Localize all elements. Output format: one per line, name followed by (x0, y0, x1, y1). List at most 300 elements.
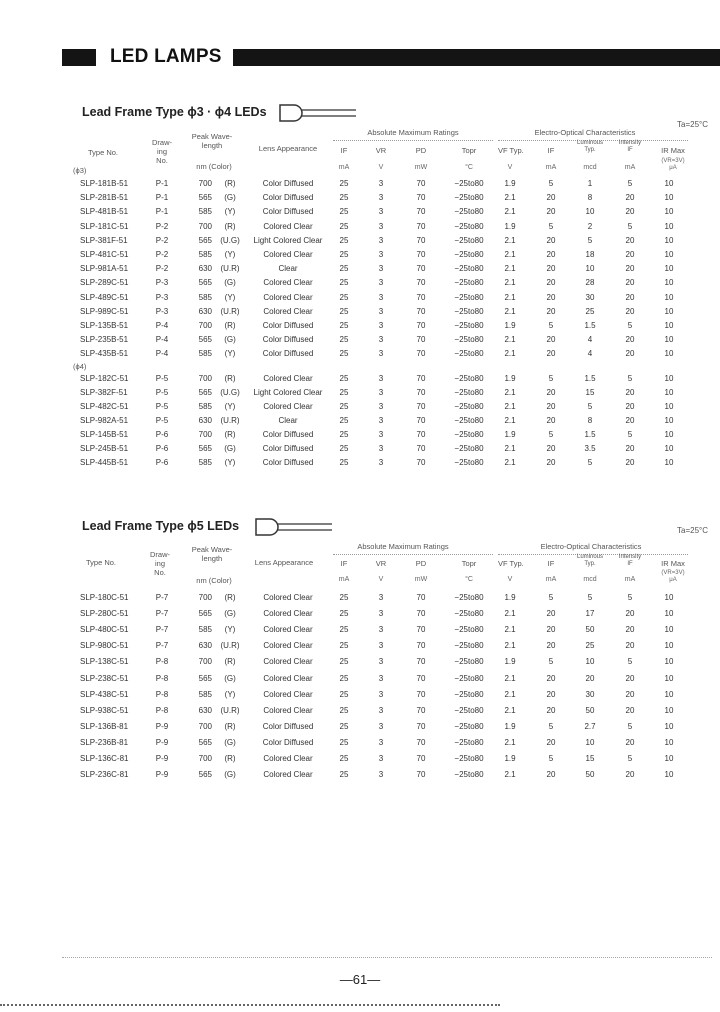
cell-vr-max: 3 (378, 402, 384, 411)
cell-color: (Y) (224, 250, 236, 259)
table-row (0, 754, 720, 767)
cell-lens-appearance: Colored Clear (263, 278, 313, 288)
cell-drawing-no: P-5 (155, 402, 169, 411)
cell-type-no: SLP-445B-51 (80, 458, 129, 467)
cell-lens-appearance: Colored Clear (263, 402, 313, 411)
cell-vf-typ: 1.9 (504, 657, 516, 667)
cell-peak-wavelength: 700 (198, 321, 212, 330)
cell-vf-typ: 2.1 (504, 737, 516, 747)
cell-topr: −25to80 (454, 349, 484, 359)
cell-lens-appearance: Color Diffused (262, 207, 314, 217)
cell-pd-max: 70 (416, 444, 426, 453)
cell-topr: −25to80 (454, 705, 484, 715)
cell-color: (R) (224, 430, 236, 439)
cell-lens-appearance: Colored Clear (263, 609, 313, 619)
cell-color: (U.R) (220, 705, 240, 715)
cell-luminous-typ: 4 (587, 335, 593, 345)
table-row (0, 609, 720, 622)
table-row (0, 625, 720, 638)
cell-pd-max: 70 (416, 458, 426, 467)
ambient-temp: Ta=25°C (677, 120, 708, 129)
cell-pd-max: 70 (416, 737, 426, 747)
cell-peak-wavelength: 565 (198, 770, 212, 780)
cell-ir-max: 10 (664, 430, 674, 439)
cell-pd-max: 70 (416, 770, 426, 780)
cell-type-no: SLP-182C-51 (80, 374, 129, 383)
cell-color: (Y) (224, 349, 236, 359)
cell-drawing-no: P-3 (155, 306, 169, 316)
cell-vf-typ: 1.9 (504, 221, 516, 231)
cell-type-no: SLP-482C-51 (80, 402, 129, 411)
title-bar-left (62, 49, 96, 66)
cell-ir-max: 10 (664, 770, 674, 780)
cell-if-cond: 5 (548, 754, 554, 763)
cell-luminous-typ: 5 (587, 593, 593, 602)
table-row (0, 193, 720, 206)
cell-topr: −25to80 (454, 321, 484, 330)
cell-luminous-typ: 2.7 (584, 721, 596, 731)
cell-if-cond: 5 (548, 593, 554, 602)
cell-vr-max: 3 (378, 388, 384, 397)
cell-vf-typ: 2.1 (504, 641, 516, 651)
cell-topr: −25to80 (454, 625, 484, 635)
cell-drawing-no: P-4 (155, 321, 169, 330)
page-number: —61— (339, 972, 381, 987)
header-if: IF (340, 559, 348, 568)
header-drawing: Draw- ing No. (150, 550, 170, 577)
cell-if-max: 25 (339, 721, 349, 731)
cell-type-no: SLP-136C-81 (80, 754, 129, 763)
cell-color: (G) (224, 770, 236, 780)
cell-drawing-no: P-7 (155, 641, 169, 651)
cell-type-no: SLP-281B-51 (80, 193, 129, 203)
cell-intensity-if: 20 (625, 388, 635, 397)
cell-drawing-no: P-7 (155, 593, 169, 602)
cell-ir-max: 10 (664, 250, 674, 259)
header-abs-max: Absolute Maximum Ratings (367, 128, 459, 137)
cell-color: (Y) (224, 625, 236, 635)
cell-luminous-typ: 18 (585, 250, 595, 259)
cell-vf-typ: 2.1 (504, 207, 516, 217)
cell-drawing-no: P-6 (155, 458, 169, 467)
cell-if-max: 25 (339, 374, 349, 383)
cell-peak-wavelength: 630 (198, 264, 212, 274)
header-eo: Electro-Optical Characteristics (540, 542, 642, 551)
cell-topr: −25to80 (454, 292, 484, 302)
cell-vf-typ: 2.1 (504, 388, 516, 397)
unit-ir: (VR=3V) μA (661, 570, 685, 583)
cell-pd-max: 70 (416, 754, 426, 763)
cell-pd-max: 70 (416, 278, 426, 288)
cell-if-cond: 20 (546, 264, 556, 274)
cell-peak-wavelength: 700 (198, 657, 212, 667)
cell-vr-max: 3 (378, 737, 384, 747)
cell-lens-appearance: Clear (278, 264, 298, 274)
cell-luminous-typ: 50 (585, 705, 595, 715)
cell-peak-wavelength: 585 (198, 250, 212, 259)
cell-if-max: 25 (339, 705, 349, 715)
cell-color: (G) (224, 444, 236, 453)
cell-intensity-if: 5 (627, 374, 633, 383)
cell-if-cond: 20 (546, 625, 556, 635)
cell-vr-max: 3 (378, 292, 384, 302)
table-row (0, 293, 720, 306)
cell-type-no: SLP-382F-51 (80, 388, 128, 397)
header-ir: IR Max (661, 146, 685, 155)
cell-drawing-no: P-5 (155, 388, 169, 397)
cell-lens-appearance: Color Diffused (262, 179, 314, 188)
cell-lens-appearance: Color Diffused (262, 430, 314, 439)
cell-pd-max: 70 (416, 641, 426, 651)
cell-color: (G) (224, 737, 236, 747)
cell-pd-max: 70 (416, 388, 426, 397)
cell-ir-max: 10 (664, 349, 674, 359)
header-vf: VF Typ. (498, 559, 524, 568)
cell-vr-max: 3 (378, 705, 384, 715)
cell-drawing-no: P-3 (155, 292, 169, 302)
cell-if-cond: 20 (546, 207, 556, 217)
cell-type-no: SLP-489C-51 (80, 292, 129, 302)
cell-ir-max: 10 (664, 374, 674, 383)
cell-if-cond: 20 (546, 416, 556, 425)
cell-drawing-no: P-2 (155, 250, 169, 259)
table-row (0, 388, 720, 401)
group-label: (ϕ3) (73, 166, 87, 175)
cell-color: (R) (224, 179, 236, 188)
cell-type-no: SLP-982A-51 (80, 416, 129, 425)
cell-vr-max: 3 (378, 689, 384, 699)
cell-topr: −25to80 (454, 335, 484, 345)
cell-topr: −25to80 (454, 444, 484, 453)
cell-type-no: SLP-181B-51 (80, 179, 129, 188)
cell-topr: −25to80 (454, 657, 484, 667)
cell-peak-wavelength: 585 (198, 689, 212, 699)
cell-luminous-typ: 20 (585, 673, 595, 683)
cell-pd-max: 70 (416, 250, 426, 259)
cell-luminous-typ: 1.5 (584, 430, 596, 439)
cell-lens-appearance: Colored Clear (263, 689, 313, 699)
header-lens: Lens Appearance (254, 558, 314, 567)
cell-peak-wavelength: 700 (198, 593, 212, 602)
header-lens: Lens Appearance (258, 144, 318, 153)
cell-vr-max: 3 (378, 641, 384, 651)
cell-color: (U.G) (220, 388, 240, 397)
cell-drawing-no: P-9 (155, 754, 169, 763)
cell-lens-appearance: Colored Clear (263, 306, 313, 316)
cell-vf-typ: 1.9 (504, 430, 516, 439)
cell-vr-max: 3 (378, 458, 384, 467)
cell-intensity-if: 20 (625, 306, 635, 316)
cell-vr-max: 3 (378, 349, 384, 359)
cell-if-max: 25 (339, 264, 349, 274)
cell-drawing-no: P-8 (155, 689, 169, 699)
cell-pd-max: 70 (416, 207, 426, 217)
cell-topr: −25to80 (454, 737, 484, 747)
cell-vr-max: 3 (378, 374, 384, 383)
cell-pd-max: 70 (416, 721, 426, 731)
table-row (0, 738, 720, 751)
cell-ir-max: 10 (664, 193, 674, 203)
cell-topr: −25to80 (454, 609, 484, 619)
unit-topr: °C (465, 164, 473, 171)
cell-ir-max: 10 (664, 593, 674, 602)
cell-drawing-no: P-4 (155, 349, 169, 359)
cell-if-cond: 20 (546, 402, 556, 411)
cell-vf-typ: 2.1 (504, 335, 516, 345)
cell-vf-typ: 2.1 (504, 250, 516, 259)
cell-lens-appearance: Colored Clear (263, 657, 313, 667)
table-row (0, 430, 720, 443)
cell-if-max: 25 (339, 609, 349, 619)
cell-lens-appearance: Colored Clear (263, 374, 313, 383)
cell-pd-max: 70 (416, 193, 426, 203)
cell-vr-max: 3 (378, 673, 384, 683)
cell-pd-max: 70 (416, 335, 426, 345)
unit-int: mA (624, 164, 636, 171)
cell-peak-wavelength: 630 (198, 705, 212, 715)
cell-vr-max: 3 (378, 721, 384, 731)
unit-if-cond: mA (545, 164, 557, 171)
cell-luminous-typ: 8 (587, 416, 593, 425)
cell-vr-max: 3 (378, 444, 384, 453)
table-row (0, 236, 720, 249)
cell-type-no: SLP-438C-51 (80, 689, 129, 699)
cell-intensity-if: 20 (625, 349, 635, 359)
cell-luminous-typ: 10 (585, 264, 595, 274)
cell-type-no: SLP-980C-51 (80, 641, 129, 651)
cell-vr-max: 3 (378, 770, 384, 780)
cell-if-max: 25 (339, 193, 349, 203)
cell-luminous-typ: 1.5 (584, 321, 596, 330)
section-title: Lead Frame Type ϕ5 LEDs (82, 519, 240, 533)
cell-drawing-no: P-3 (155, 278, 169, 288)
cell-intensity-if: 20 (625, 770, 635, 780)
cell-vf-typ: 2.1 (504, 264, 516, 274)
cell-drawing-no: P-8 (155, 673, 169, 683)
cell-pd-max: 70 (416, 306, 426, 316)
cell-if-cond: 20 (546, 292, 556, 302)
cell-ir-max: 10 (664, 721, 674, 731)
cell-vf-typ: 2.1 (504, 402, 516, 411)
table-row (0, 657, 720, 670)
cell-if-cond: 5 (548, 721, 554, 731)
cell-if-max: 25 (339, 625, 349, 635)
cell-intensity-if: 5 (627, 321, 633, 330)
page-title: LED LAMPS (110, 46, 222, 67)
cell-intensity-if: 20 (625, 335, 635, 345)
cell-if-max: 25 (339, 179, 349, 188)
cell-drawing-no: P-1 (155, 207, 169, 217)
cell-if-max: 25 (339, 349, 349, 359)
cell-luminous-typ: 15 (585, 754, 595, 763)
cell-intensity-if: 5 (627, 657, 633, 667)
cell-vr-max: 3 (378, 754, 384, 763)
cell-vr-max: 3 (378, 221, 384, 231)
cell-topr: −25to80 (454, 430, 484, 439)
cell-intensity-if: 20 (625, 193, 635, 203)
unit-if: mA (338, 164, 350, 171)
cell-if-max: 25 (339, 321, 349, 330)
cell-pd-max: 70 (416, 179, 426, 188)
cell-peak-wavelength: 565 (198, 388, 212, 397)
header-intensity: Intensity IF (618, 554, 642, 567)
cell-intensity-if: 5 (627, 221, 633, 231)
cell-type-no: SLP-236B-81 (80, 737, 129, 747)
table-row (0, 264, 720, 277)
header-type-no: Type No. (86, 558, 117, 567)
cell-drawing-no: P-8 (155, 705, 169, 715)
cell-luminous-typ: 5 (587, 235, 593, 245)
cell-if-max: 25 (339, 444, 349, 453)
cell-intensity-if: 5 (627, 754, 633, 763)
cell-pd-max: 70 (416, 349, 426, 359)
table-row (0, 222, 720, 235)
cell-topr: −25to80 (454, 235, 484, 245)
unit-vr: V (378, 164, 384, 171)
unit-if-cond: mA (545, 576, 557, 583)
header-vf: VF Typ. (498, 146, 524, 155)
cell-pd-max: 70 (416, 609, 426, 619)
cell-peak-wavelength: 700 (198, 179, 212, 188)
cell-color: (R) (224, 221, 236, 231)
cell-topr: −25to80 (454, 264, 484, 274)
cell-vf-typ: 2.1 (504, 609, 516, 619)
cell-vr-max: 3 (378, 264, 384, 274)
cell-if-cond: 20 (546, 335, 556, 345)
cell-peak-wavelength: 565 (198, 444, 212, 453)
unit-lum: mcd (583, 576, 597, 583)
cell-ir-max: 10 (664, 657, 674, 667)
cell-if-cond: 20 (546, 705, 556, 715)
cell-intensity-if: 5 (627, 179, 633, 188)
cell-type-no: SLP-145B-51 (80, 430, 129, 439)
unit-vf: V (507, 164, 513, 171)
cell-intensity-if: 20 (625, 292, 635, 302)
cell-luminous-typ: 2 (587, 221, 593, 231)
cell-luminous-typ: 17 (585, 609, 595, 619)
cell-lens-appearance: Colored Clear (263, 641, 313, 651)
cell-type-no: SLP-981A-51 (80, 264, 129, 274)
cell-lens-appearance: Color Diffused (262, 349, 314, 359)
table-row (0, 349, 720, 362)
cell-if-max: 25 (339, 593, 349, 602)
cell-intensity-if: 20 (625, 207, 635, 217)
cell-vf-typ: 1.9 (504, 754, 516, 763)
cell-vf-typ: 2.1 (504, 458, 516, 467)
table-row (0, 674, 720, 687)
cell-luminous-typ: 4 (587, 349, 593, 359)
cell-ir-max: 10 (664, 641, 674, 651)
cell-if-cond: 20 (546, 235, 556, 245)
table-row (0, 374, 720, 387)
cell-if-max: 25 (339, 235, 349, 245)
cell-color: (U.R) (220, 264, 240, 274)
cell-topr: −25to80 (454, 250, 484, 259)
cell-type-no: SLP-236C-81 (80, 770, 129, 780)
cell-drawing-no: P-8 (155, 657, 169, 667)
cell-intensity-if: 20 (625, 458, 635, 467)
cell-type-no: SLP-481C-51 (80, 250, 129, 259)
cell-ir-max: 10 (664, 235, 674, 245)
cell-vf-typ: 1.9 (504, 593, 516, 602)
cell-peak-wavelength: 585 (198, 625, 212, 635)
header-abs-max: Absolute Maximum Ratings (357, 542, 449, 551)
cell-vf-typ: 2.1 (504, 193, 516, 203)
cell-if-max: 25 (339, 221, 349, 231)
cell-vf-typ: 2.1 (504, 673, 516, 683)
cell-color: (G) (224, 673, 236, 683)
cell-if-cond: 20 (546, 458, 556, 467)
table-row (0, 416, 720, 429)
cell-if-max: 25 (339, 335, 349, 345)
cell-luminous-typ: 30 (585, 292, 595, 302)
header-peak: Peak Wave- length (191, 545, 233, 563)
cell-ir-max: 10 (664, 264, 674, 274)
cell-if-cond: 20 (546, 689, 556, 699)
cell-lens-appearance: Colored Clear (263, 292, 313, 302)
cell-vr-max: 3 (378, 235, 384, 245)
cell-intensity-if: 20 (625, 264, 635, 274)
cell-color: (U.R) (220, 641, 240, 651)
header-ir: IR Max (661, 559, 685, 568)
cell-lens-appearance: Color Diffused (262, 721, 314, 731)
cell-if-max: 25 (339, 416, 349, 425)
cell-lens-appearance: Color Diffused (262, 321, 314, 330)
cell-type-no: SLP-381F-51 (80, 235, 128, 245)
cell-if-cond: 5 (548, 221, 554, 231)
cell-if-cond: 20 (546, 388, 556, 397)
header-vr: VR (375, 146, 387, 155)
cell-luminous-typ: 10 (585, 737, 595, 747)
table-row (0, 207, 720, 220)
cell-ir-max: 10 (664, 179, 674, 188)
header-drawing: Draw- ing No. (152, 138, 172, 165)
cell-peak-wavelength: 700 (198, 374, 212, 383)
cell-if-cond: 20 (546, 349, 556, 359)
cell-pd-max: 70 (416, 673, 426, 683)
ambient-temp: Ta=25°C (677, 526, 708, 535)
cell-peak-wavelength: 565 (198, 235, 212, 245)
cell-intensity-if: 20 (625, 416, 635, 425)
cell-ir-max: 10 (664, 609, 674, 619)
cell-topr: −25to80 (454, 689, 484, 699)
cell-lens-appearance: Colored Clear (263, 673, 313, 683)
header-vr: VR (375, 559, 387, 568)
cell-ir-max: 10 (664, 388, 674, 397)
cell-if-max: 25 (339, 388, 349, 397)
cell-ir-max: 10 (664, 444, 674, 453)
cell-drawing-no: P-2 (155, 235, 169, 245)
cell-pd-max: 70 (416, 221, 426, 231)
cell-vf-typ: 1.9 (504, 721, 516, 731)
header-intensity: Intensity IF (618, 140, 642, 153)
unit-lum: mcd (583, 164, 597, 171)
cell-peak-wavelength: 700 (198, 430, 212, 439)
unit-if: mA (338, 576, 350, 583)
cell-topr: −25to80 (454, 221, 484, 231)
table-row (0, 278, 720, 291)
cell-color: (R) (224, 593, 236, 602)
cell-ir-max: 10 (664, 402, 674, 411)
cell-lens-appearance: Colored Clear (263, 625, 313, 635)
cell-lens-appearance: Color Diffused (262, 335, 314, 345)
cell-luminous-typ: 10 (585, 207, 595, 217)
table-row (0, 444, 720, 457)
cell-vr-max: 3 (378, 250, 384, 259)
cell-color: (G) (224, 193, 236, 203)
cell-ir-max: 10 (664, 705, 674, 715)
cell-if-cond: 20 (546, 609, 556, 619)
